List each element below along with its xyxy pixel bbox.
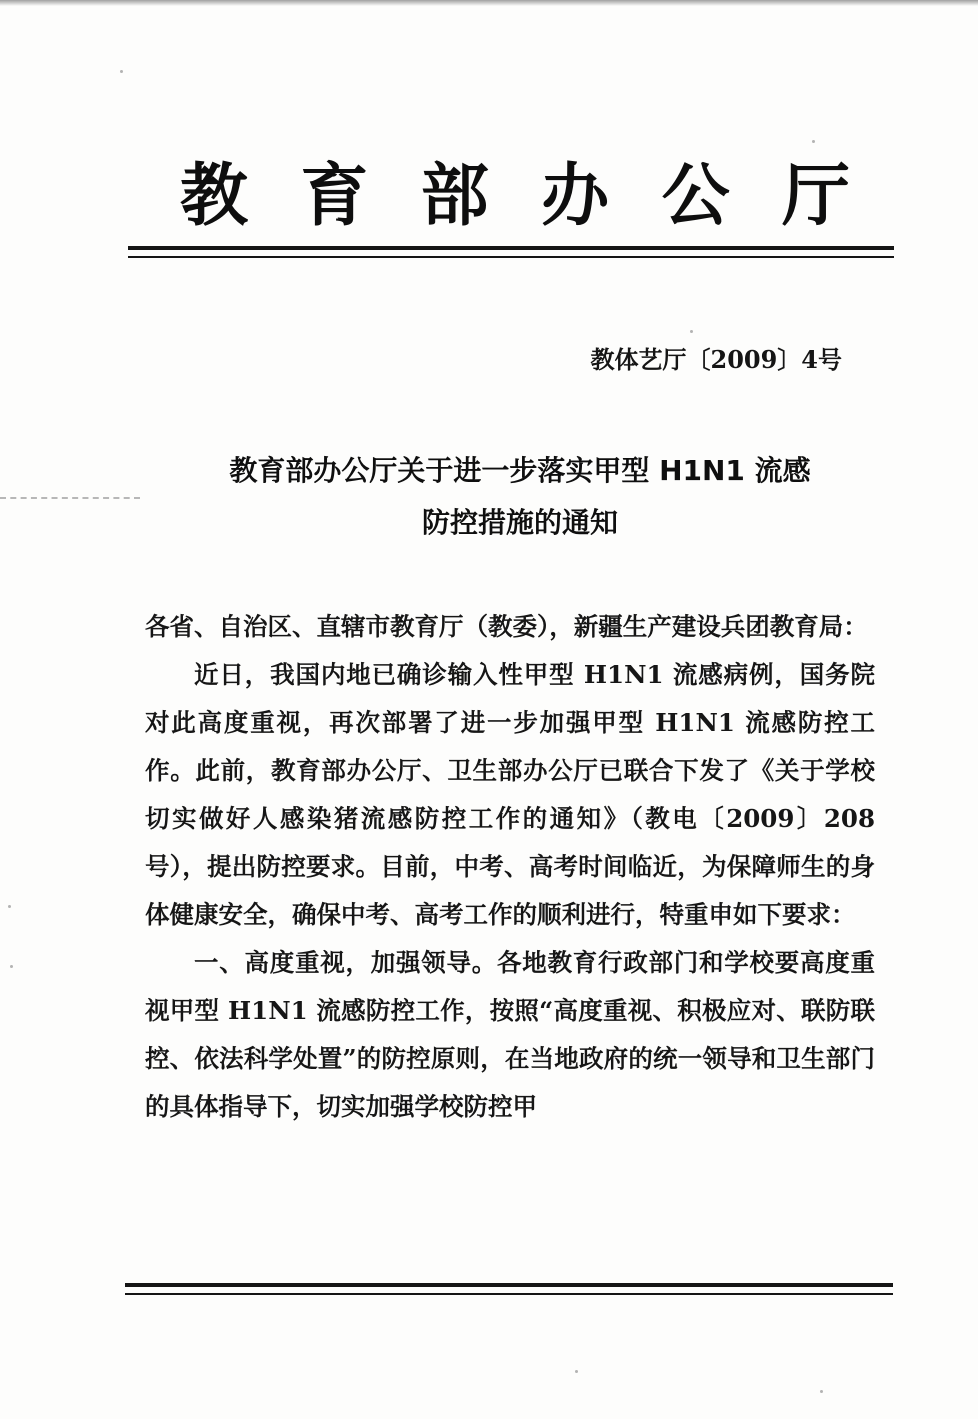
salutation: 各省、自治区、直辖市教育厅（教委），新疆生产建设兵团教育局：	[145, 612, 868, 641]
scan-speck	[120, 70, 123, 73]
document-title-line-1: 教育部办公厅关于进一步落实甲型 H1N1 流感	[229, 454, 811, 487]
header-rule-thick	[128, 246, 894, 250]
masthead-char: 教	[180, 155, 249, 236]
footer-rule-thin	[125, 1293, 893, 1295]
scan-top-edge	[0, 0, 978, 6]
body-paragraph-2: 一、高度重视，加强领导。各地教育行政部门和学校要高度重视甲型 H1N1 流感防控工作，按照“高度重视、积极应对、联防联控、依法科学处置”的防控原则，在当地政府的统一领导和卫生部门的具体指导下，切实加强学校防控甲	[145, 948, 875, 1121]
scan-speck	[575, 1370, 578, 1373]
masthead-char: 厅	[781, 155, 850, 236]
scan-speck	[820, 1390, 823, 1393]
header-rule-thin	[128, 256, 894, 258]
body-paragraph-1: 近日，我国内地已确诊输入性甲型 H1N1 流感病例，国务院对此高度重视，再次部署了进一步加强甲型 H1N1 流感防控工作。此前，教育部办公厅、卫生部办公厅已联合下发了《关于学校切实做好人感染猪流感防控工作的通知》（教电〔2009〕208 号），提出防控要求。目前，中考、高考时间临近，为保障师生的身体健康安全，确保中考、高考工作的顺利进行，特重申如下要求：	[145, 660, 875, 929]
masthead-char: 部	[420, 155, 489, 236]
footer-rule-thick	[125, 1283, 893, 1287]
masthead-char: 公	[661, 155, 730, 236]
document-body	[145, 603, 875, 1131]
scan-speck	[8, 905, 11, 908]
document-number: 教体艺厅〔2009〕4号	[590, 345, 842, 374]
scan-speck	[10, 965, 13, 968]
masthead-char: 办	[541, 155, 610, 236]
scan-speck	[690, 330, 693, 333]
scan-artifact-line	[0, 497, 140, 499]
document-title-line-2: 防控措施的通知	[421, 506, 618, 539]
document-title	[140, 445, 900, 549]
masthead	[180, 150, 850, 236]
masthead-char: 育	[300, 155, 369, 236]
